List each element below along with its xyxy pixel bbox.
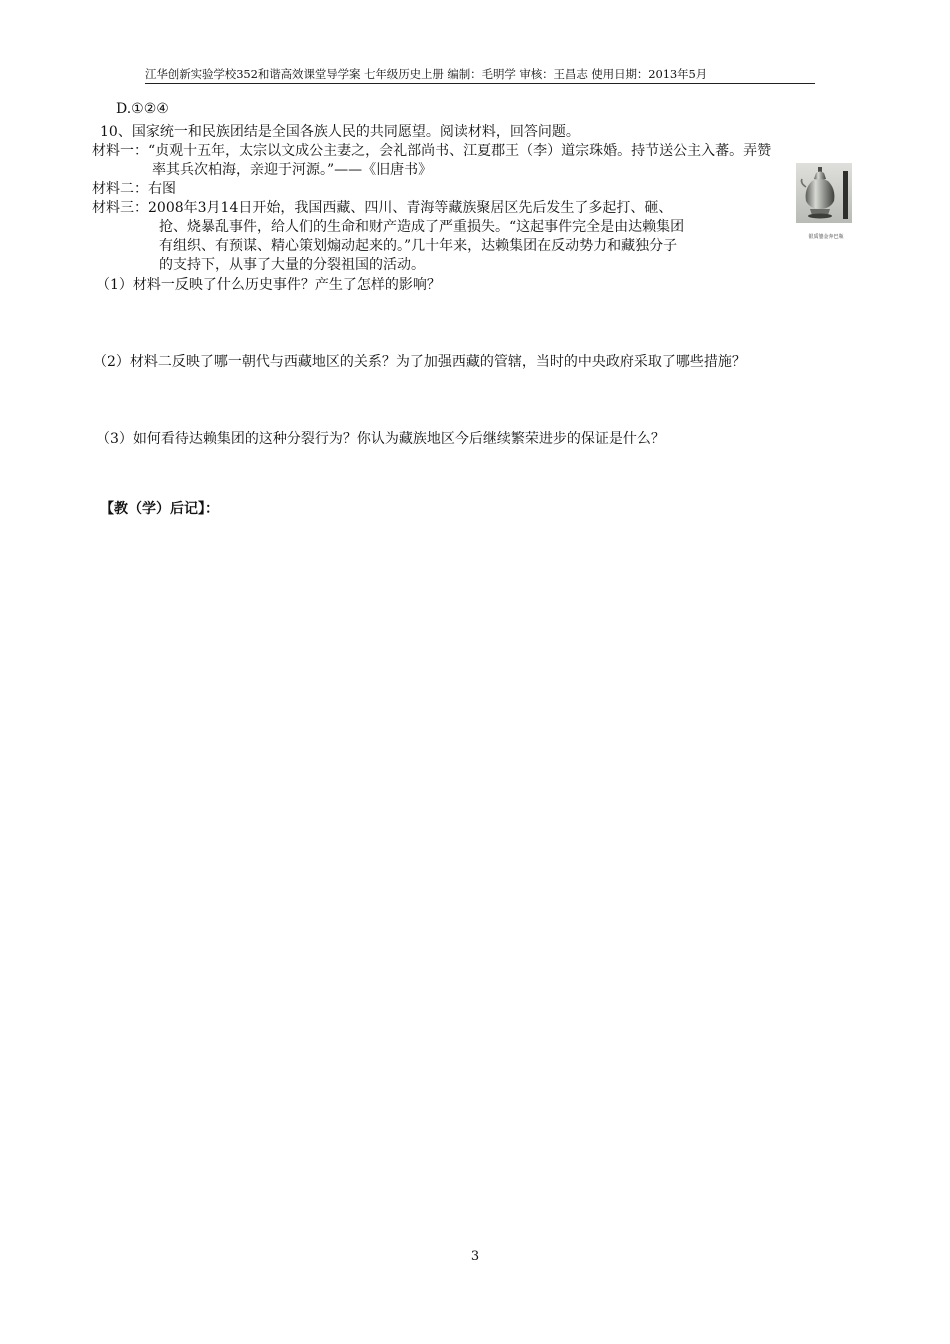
page-header: 江华创新实验学校352和谐高效课堂导学案 七年级历史上册 编制：毛明学 审核：王昌志 使用日期：2013年5月 [145,66,815,84]
material-2: 材料二：右图 [92,181,176,197]
vase-image [796,163,852,223]
sub-question-2: （2）材料二反映了哪一朝代与西藏地区的关系？为了加强西藏的管辖，当时的中央政府采取了哪些措施？ [93,354,746,370]
material-3-line-3: 有组织、有预谋、精心策划煽动起来的。”几十年来，达赖集团在反动势力和藏独分子 [159,238,678,254]
question-10: 10、国家统一和民族团结是全国各族人民的共同愿望。阅读材料，回答问题。 [100,124,580,140]
sub-question-3: （3）如何看待达赖集团的这种分裂行为？你认为藏族地区今后继续繁荣进步的保证是什么？ [96,431,665,447]
vase-illustration [796,163,852,223]
material-3-line-2: 抢、烧暴乱事件，给人们的生命和财产造成了严重损失。“这起事件完全是由达赖集团 [159,219,685,235]
option-d: D.①②④ [116,101,169,117]
material-3-line-4: 的支持下，从事了大量的分裂祖国的活动。 [159,257,425,273]
page-number: 3 [470,1249,480,1264]
material-3-line-1: 材料三：2008年3月14日开始，我国西藏、四川、青海等藏族聚居区先后发生了多起打、砸、 [92,200,673,216]
material-1-line-1: 材料一：“贞观十五年，太宗以文成公主妻之，会礼部尚书、江夏郡王（李）道宗珠婚。持节送公主入蕃。弄赞 [92,143,772,159]
material-1-line-2: 率其兵次柏海，亲迎于河源。”——《旧唐书》 [152,162,433,178]
sub-question-1: （1）材料一反映了什么历史事件？产生了怎样的影响？ [96,277,441,293]
postscript-heading: 【教（学）后记】： [100,501,219,517]
image-caption: 银质鎏金奔巴瓶 [808,234,844,240]
